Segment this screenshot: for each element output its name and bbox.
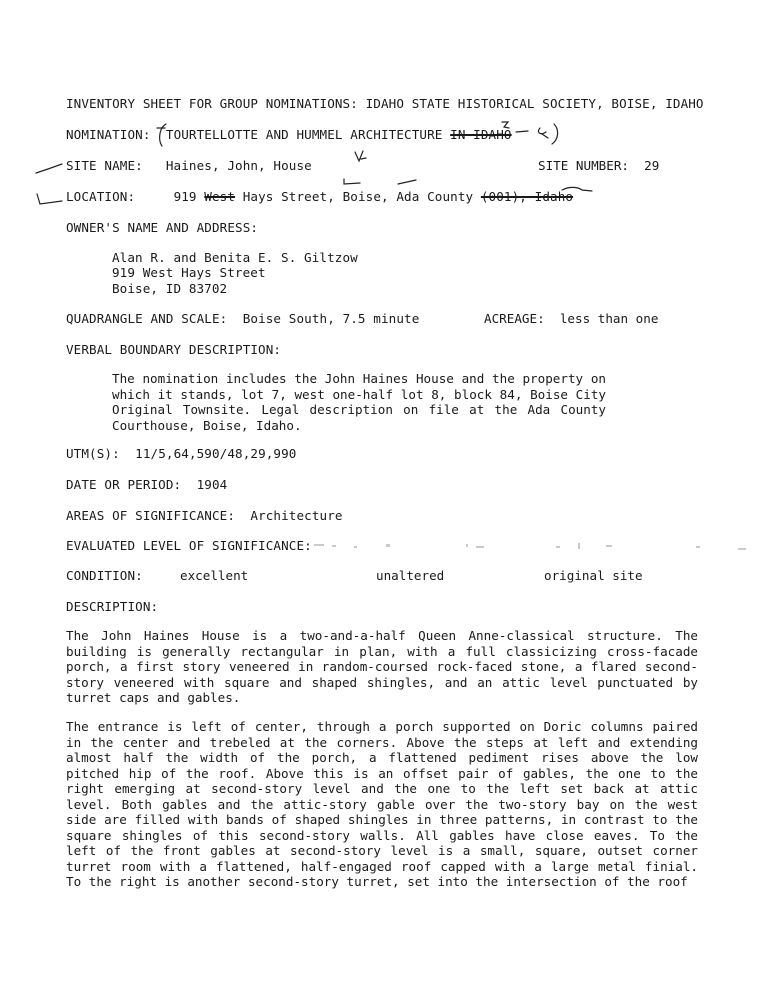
utm-label: UTM(S): — [66, 446, 120, 461]
owner-city: Boise, ID 83702 — [112, 281, 228, 296]
nomination-row — [66, 127, 512, 143]
handwritten-underlines — [340, 176, 420, 190]
location-struck-tail: (001), Idaho — [480, 189, 574, 204]
quadrangle-row — [66, 311, 419, 327]
condition-unaltered: unaltered — [376, 568, 445, 583]
boundary-label: VERBAL BOUNDARY DESCRIPTION: — [66, 342, 282, 357]
utm-value: 11/5,64,590/48,29,990 — [135, 446, 297, 461]
handwritten-check-mark — [34, 160, 64, 176]
condition-excellent: excellent — [180, 568, 249, 583]
description-paragraph-2: The entrance is left of center, through a porch supported on Doric columns paired in the center and trebeled at the corners. Above the steps at left and extending almost half the width of the porch, a flattened pediment rises above the low pitched hip of the roof. Above this is an offset pair of gables, the one to the right emerging at second-story level and the one to the left set back at attic level. Both gables and the attic-story gable over the two-story bay on the west side are filled with bands of shaped shingles in three patterns, in contrast to the square shingles of this second-story walls. All gables have close eaves. To the left of the front gables at second-story level is a small, square, outset corner turret room with a flattened, half-engaged roof capped with a large metal finial. To the right is another second-story turret, set into the intersection of the roof — [66, 719, 698, 889]
date-value: 1904 — [196, 477, 228, 492]
nomination-label: NOMINATION: — [66, 127, 151, 142]
faint-erased-marks — [306, 540, 756, 556]
acreage-label: ACREAGE: — [484, 311, 545, 326]
handwritten-annotation — [494, 118, 564, 146]
areas-value: Architecture — [250, 508, 343, 523]
areas-row — [66, 508, 343, 524]
location-row — [66, 189, 573, 205]
description-label: DESCRIPTION: — [66, 599, 159, 614]
site-name-row — [66, 158, 312, 174]
acreage-row — [484, 311, 658, 327]
location-value: Hays Street, Boise, Ada County — [242, 189, 474, 204]
date-row — [66, 477, 227, 493]
areas-label: AREAS OF SIGNIFICANCE: — [66, 508, 236, 523]
nomination-struck-text: IN IDAHO — [450, 127, 512, 142]
handwritten-paren-left — [150, 122, 180, 148]
owner-label: OWNER'S NAME AND ADDRESS: — [66, 220, 259, 235]
site-name-label: SITE NAME: — [66, 158, 143, 173]
boundary-text: The nomination includes the John Haines House and the property on which it stands, lot 7, west one-half lot 8, block 84, Boise City Original Townsite. Legal description on file at the Ada County Courthouse, Boise, Idaho. — [112, 371, 606, 433]
handwritten-squiggle — [560, 184, 596, 196]
quadrangle-value: Boise South, 7.5 minute — [242, 311, 420, 326]
description-paragraph-1: The John Haines House is a two-and-a-half Queen Anne-classical structure. The building is generally rectangular in plan, with a full classicizing cross-facade porch, a first story veneered in random-coursed rock-faced stone, a flared second-story veneered with square and shaped shingles, and an attic level punctuated by turret caps and gables. — [66, 628, 698, 705]
form-header: INVENTORY SHEET FOR GROUP NOMINATIONS: IDAHO STATE HISTORICAL SOCIETY, BOISE, IDAHO — [66, 96, 704, 111]
site-name-value: Haines, John, House — [165, 158, 312, 173]
quadrangle-label: QUADRANGLE AND SCALE: — [66, 311, 228, 326]
location-struck-west: West — [204, 189, 236, 204]
date-label: DATE OR PERIOD: — [66, 477, 182, 492]
site-number-row — [538, 158, 659, 174]
condition-original-site: original site — [544, 568, 643, 583]
evaluated-label: EVALUATED LEVEL OF SIGNIFICANCE: — [66, 538, 312, 553]
owner-street: 919 West Hays Street — [112, 265, 266, 280]
condition-label: CONDITION: — [66, 568, 143, 583]
site-number-label: SITE NUMBER: — [538, 158, 629, 173]
handwritten-tick — [352, 148, 372, 166]
location-number: 919 — [173, 189, 197, 204]
utm-row — [66, 446, 296, 462]
owner-name: Alan R. and Benita E. S. Giltzow — [112, 250, 358, 265]
handwritten-check-mark — [34, 191, 64, 207]
location-label: LOCATION: — [66, 189, 136, 204]
nomination-value: TOURTELLOTTE AND HUMMEL ARCHITECTURE — [165, 127, 443, 142]
site-number-value: 29 — [644, 158, 660, 173]
acreage-value: less than one — [559, 311, 659, 326]
